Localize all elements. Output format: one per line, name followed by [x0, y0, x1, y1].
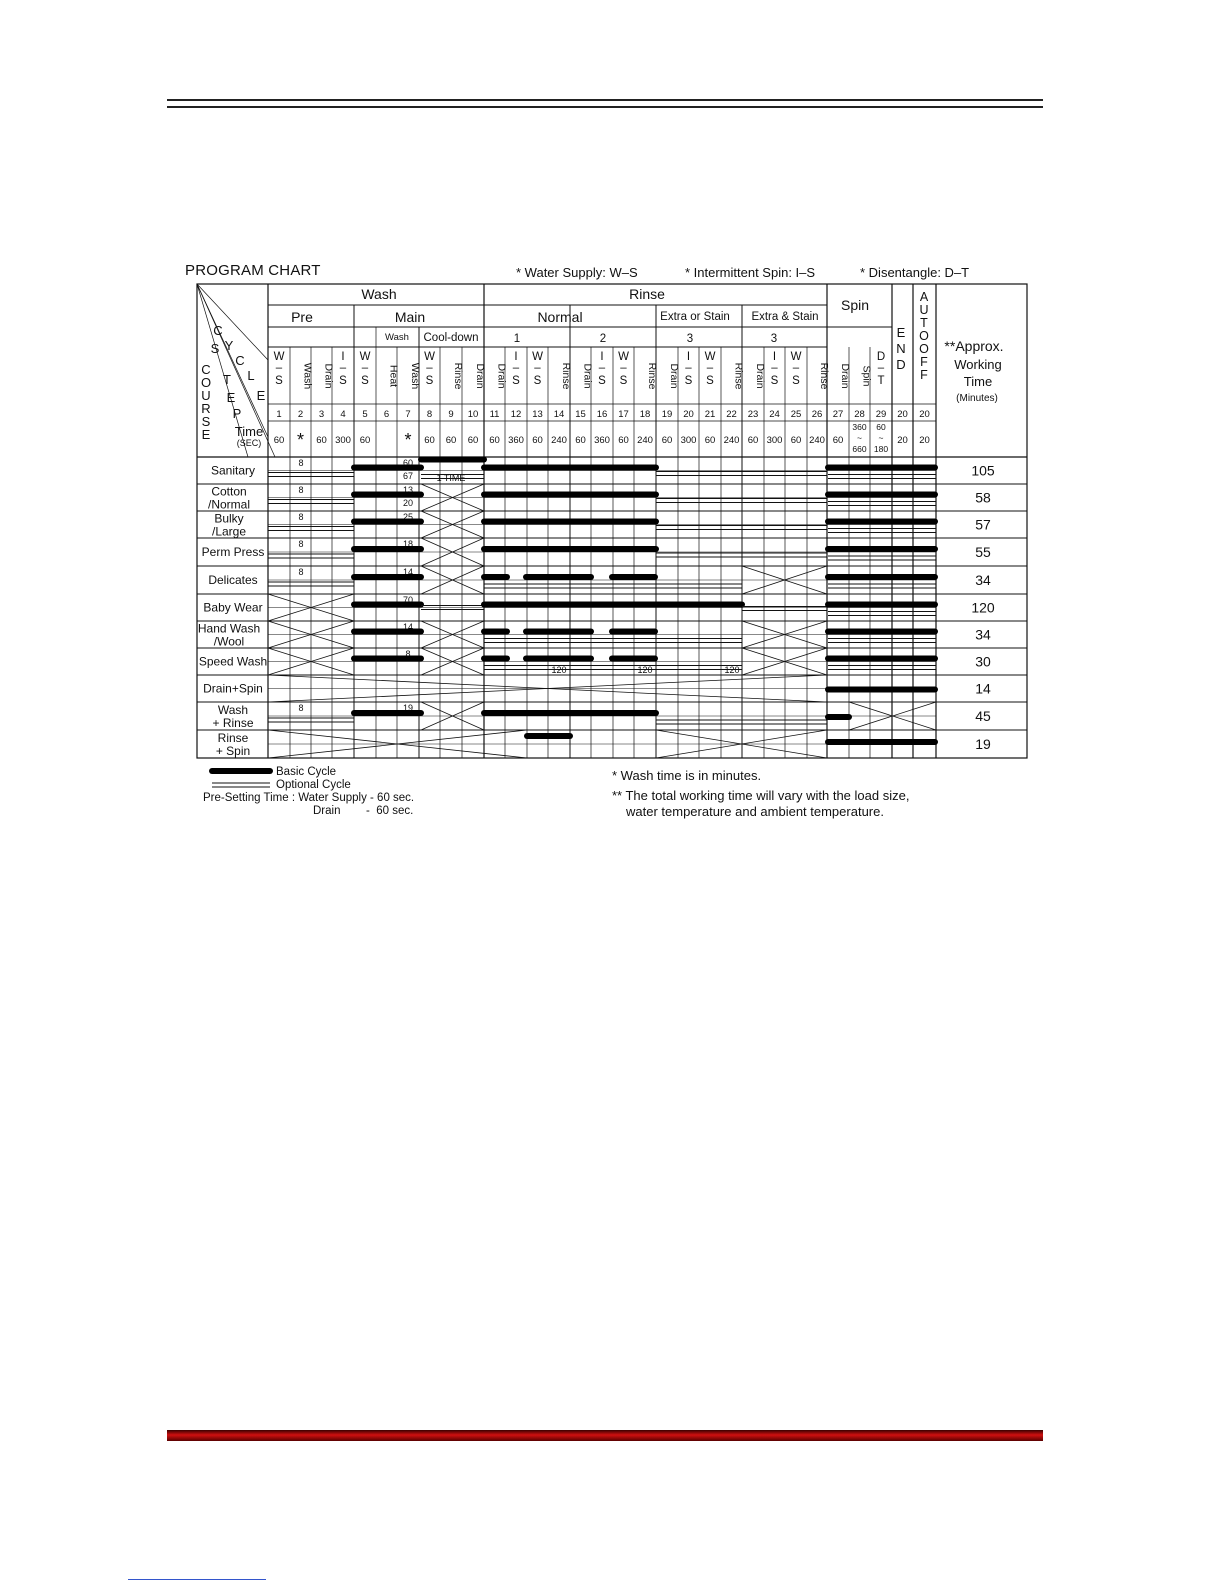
- step-time: 240: [637, 435, 653, 446]
- step-label: I: [686, 351, 691, 363]
- step-time: 60: [273, 435, 285, 446]
- step-number: 12: [510, 409, 522, 420]
- step-time: 60: [489, 435, 500, 446]
- step-time: 60: [575, 435, 586, 446]
- step-label: W: [424, 351, 435, 363]
- step-number: 19: [661, 409, 673, 420]
- disentangle-note: * Disentangle: D–T: [860, 265, 970, 280]
- end-letter: D: [896, 357, 906, 372]
- total-time-footnote-1: ** The total working time will vary with the load size,: [612, 788, 910, 803]
- course-working-time: 120: [971, 599, 995, 616]
- step-label: –: [620, 362, 627, 374]
- step-label: Drain: [668, 363, 680, 389]
- step-time: 240: [723, 435, 740, 446]
- step-number: 7: [405, 409, 411, 420]
- step-time: 60: [445, 435, 457, 446]
- course-name: Perm Press: [201, 545, 265, 559]
- step-label: Drain: [474, 363, 486, 389]
- step-number: 22: [726, 409, 737, 420]
- step-time: 60: [661, 435, 673, 446]
- rinse-3a-label: 3: [686, 333, 694, 345]
- step-time: 660: [852, 444, 867, 454]
- course-working-time: 105: [971, 462, 995, 479]
- step-label: Rinse: [452, 362, 464, 390]
- step-time: 60: [747, 435, 759, 446]
- step-label: Drain: [495, 363, 508, 389]
- group-rinse: Rinse: [629, 286, 665, 302]
- rinse-seconds: 120: [551, 665, 567, 675]
- step-label: I: [341, 351, 345, 363]
- group-cool-down: Cool-down: [423, 332, 479, 344]
- step-time: 360: [852, 422, 867, 432]
- main-wash-minutes: 13: [402, 485, 414, 495]
- step-label: I: [514, 351, 518, 363]
- course-name: Wash: [217, 703, 249, 717]
- pre-wash-minutes: 8: [298, 567, 304, 577]
- course-working-time: 14: [975, 680, 991, 697]
- course-name: Hand Wash: [197, 621, 261, 636]
- auto-off-letter: F: [920, 355, 928, 369]
- step-label: S: [275, 375, 283, 387]
- course-name: Sanitary: [210, 463, 256, 478]
- chart-title: PROGRAM CHART: [185, 262, 321, 279]
- step-label: Drain: [754, 363, 766, 389]
- course-working-time: 34: [975, 572, 991, 588]
- step-label: T: [877, 375, 885, 387]
- pre-wash-minutes: 8: [298, 703, 304, 713]
- step-time: 60: [876, 422, 886, 432]
- step-label: S: [598, 375, 606, 387]
- auto-off-letter: T: [920, 316, 928, 330]
- step-time: ~: [878, 433, 884, 443]
- group-extra-or-stain: Extra or Stain: [660, 311, 730, 323]
- main-wash-minutes: 8: [405, 649, 411, 659]
- step-label: D: [876, 351, 886, 363]
- course-working-time: 57: [975, 516, 991, 533]
- step-number: 8: [426, 409, 433, 420]
- wash-time-footnote: * Wash time is in minutes.: [612, 768, 762, 783]
- rinse-seconds: 120: [724, 665, 740, 675]
- group-pre: Pre: [291, 309, 313, 325]
- step-time: 20: [897, 435, 908, 446]
- step-label: S: [533, 375, 542, 387]
- step-label: –: [792, 362, 800, 374]
- step-label: S: [792, 375, 800, 387]
- main-wash-minutes: 19: [402, 703, 414, 713]
- approx-time-label: (Minutes): [956, 393, 998, 404]
- step-label: Heat: [387, 364, 400, 388]
- end-letter: N: [896, 341, 906, 356]
- step-time-asterisk: *: [404, 430, 412, 450]
- auto-off-letter: O: [919, 342, 929, 356]
- step-label: I: [600, 351, 604, 363]
- course-working-time: 55: [975, 544, 991, 560]
- step-number: 28: [854, 409, 865, 420]
- step-label: Drain: [839, 363, 851, 389]
- step-number: 26: [811, 409, 823, 420]
- corner-step-letter: T: [223, 372, 231, 387]
- step-number: 25: [790, 409, 802, 420]
- main-wash-minutes: 14: [402, 567, 414, 577]
- step-label: –: [771, 362, 778, 374]
- step-time: 240: [809, 435, 825, 446]
- step-label: –: [275, 362, 283, 374]
- step-number: 3: [318, 409, 325, 420]
- step-time: 300: [766, 435, 783, 446]
- corner-course-letter: E: [201, 427, 211, 442]
- auto-off-letter: F: [920, 368, 928, 382]
- step-time: 360: [508, 435, 524, 446]
- footer-bar: [167, 1430, 1043, 1441]
- step-number: 5: [362, 409, 368, 420]
- course-working-time: 30: [975, 653, 991, 670]
- step-number: 18: [639, 409, 651, 420]
- step-time: 60: [316, 435, 327, 446]
- course-name: + Spin: [215, 744, 251, 758]
- main-wash-minutes: 18: [402, 539, 414, 549]
- step-label: –: [512, 362, 520, 374]
- corner-course-letter: R: [201, 401, 211, 416]
- approx-time-label: **Approx.: [944, 338, 1004, 354]
- step-label: –: [598, 362, 606, 374]
- step-number: 20: [919, 409, 930, 420]
- step-label: –: [361, 362, 369, 374]
- step-number: 20: [897, 409, 908, 420]
- step-number: 21: [704, 409, 716, 420]
- corner-cycle-letter: C: [235, 353, 245, 368]
- step-number: 16: [596, 409, 608, 420]
- step-label: W: [273, 351, 285, 363]
- end-letter: E: [896, 325, 906, 340]
- corner-course-letter: S: [201, 414, 211, 429]
- step-label: –: [877, 362, 885, 374]
- pre-wash-minutes: 8: [298, 485, 304, 495]
- corner-course-letter: C: [201, 362, 211, 377]
- step-label: –: [339, 362, 347, 374]
- pre-wash-minutes: 8: [298, 458, 304, 468]
- intermittent-spin-note: * Intermittent Spin: I–S: [685, 265, 816, 280]
- step-time: 60: [467, 435, 479, 446]
- footer-link-rule: [128, 1579, 266, 1580]
- pre-wash-minutes: 8: [298, 512, 304, 522]
- course-name: Speed Wash: [198, 654, 268, 669]
- course-name: Cotton: [211, 484, 247, 499]
- pre-wash-minutes: 8: [298, 539, 304, 549]
- group-normal: Normal: [537, 309, 583, 325]
- corner-cycle-letter: E: [256, 388, 266, 403]
- step-label: Drain: [581, 363, 594, 389]
- main-wash-minutes: 70: [402, 595, 414, 605]
- step-number: 20: [683, 409, 694, 420]
- step-time: 300: [680, 435, 697, 446]
- group-extra-and-stain: Extra & Stain: [751, 311, 819, 323]
- step-time: 300: [335, 435, 351, 446]
- corner-cycle-letter: Y: [224, 338, 234, 353]
- step-label: –: [685, 362, 692, 374]
- step-label: Drain: [322, 363, 335, 389]
- group-main-wash: Wash: [385, 332, 409, 343]
- main-wash-minutes: 67: [402, 471, 414, 481]
- step-number: 13: [532, 409, 543, 420]
- step-number: 17: [618, 409, 629, 420]
- step-time: ~: [857, 433, 862, 443]
- presetting-time-note: Pre-Setting Time : Water Supply - 60 sec.: [203, 792, 415, 804]
- rinse-2-label: 2: [599, 333, 607, 345]
- step-label: I: [772, 351, 777, 363]
- step-label: S: [684, 375, 693, 387]
- step-label: S: [770, 375, 779, 387]
- step-label: –: [534, 362, 541, 374]
- corner-cycle-letter: C: [213, 323, 223, 338]
- step-number: 15: [575, 409, 586, 420]
- auto-off-letter: A: [919, 290, 929, 304]
- step-time-asterisk: *: [296, 430, 305, 450]
- step-time: 60: [790, 435, 802, 446]
- course-name: /Normal: [207, 497, 251, 512]
- step-number: 9: [448, 409, 454, 420]
- group-spin: Spin: [840, 297, 870, 313]
- step-number: 27: [832, 409, 844, 420]
- course-name: /Wool: [213, 634, 245, 649]
- step-time: 60: [424, 435, 435, 446]
- step-label: S: [706, 375, 714, 387]
- step-time: 60: [359, 435, 371, 446]
- corner-sec-label: (SEC): [236, 438, 262, 448]
- corner-time-label: Time: [234, 424, 264, 439]
- legend-basic-label: Basic Cycle: [276, 766, 337, 778]
- step-label: Wash: [409, 362, 421, 390]
- presetting-drain-note: Drain - 60 sec.: [313, 805, 414, 817]
- step-label: Spin: [860, 365, 873, 387]
- step-label: W: [790, 351, 802, 363]
- step-label: W: [532, 351, 543, 363]
- step-time: 180: [873, 444, 889, 454]
- step-label: S: [361, 375, 369, 387]
- step-number: 1: [276, 409, 282, 420]
- step-number: 4: [340, 409, 346, 420]
- step-label: Wash: [301, 362, 314, 390]
- step-label: Rinse: [732, 362, 745, 390]
- step-number: 10: [467, 409, 479, 420]
- step-label: –: [426, 362, 433, 374]
- step-label: W: [618, 351, 629, 363]
- approx-time-label: Working: [954, 357, 1002, 372]
- course-name: Bulky: [214, 511, 244, 526]
- course-name: Drain+Spin: [203, 681, 263, 696]
- step-label: Rinse: [646, 362, 658, 390]
- cool-down-note: 1 TIME: [436, 473, 466, 483]
- corner-cycle-letter: L: [247, 368, 255, 383]
- water-supply-note: * Water Supply: W–S: [516, 265, 638, 280]
- step-label: S: [619, 375, 628, 387]
- step-label: Rinse: [818, 362, 830, 390]
- corner-step-letter: S: [210, 341, 220, 356]
- step-label: W: [359, 351, 371, 363]
- step-label: –: [706, 362, 714, 374]
- step-time: 60: [618, 435, 629, 446]
- step-time: 20: [919, 435, 930, 446]
- course-name: /Large: [211, 524, 247, 539]
- step-number: 11: [489, 409, 500, 420]
- course-working-time: 19: [975, 736, 991, 752]
- group-wash: Wash: [361, 286, 397, 302]
- step-time: 240: [551, 435, 567, 446]
- step-time: 60: [532, 435, 543, 446]
- rinse-seconds: 120: [637, 665, 653, 675]
- corner-course-letter: O: [200, 375, 212, 390]
- step-number: 23: [747, 409, 759, 420]
- step-number: 2: [297, 409, 304, 420]
- course-working-time: 45: [975, 708, 991, 724]
- approx-time-label: Time: [963, 374, 993, 389]
- step-number: 14: [553, 409, 565, 420]
- rinse-3b-label: 3: [770, 333, 778, 345]
- step-label: S: [512, 375, 520, 387]
- legend-optional-label: Optional Cycle: [276, 779, 351, 791]
- auto-off-letter: O: [919, 329, 929, 343]
- course-name: Baby Wear: [203, 600, 263, 615]
- step-label: Rinse: [560, 362, 572, 390]
- step-time: 360: [594, 435, 610, 446]
- corner-step-letter: E: [226, 390, 236, 405]
- step-label: S: [339, 375, 347, 387]
- main-wash-minutes: 14: [402, 622, 414, 632]
- course-name: Delicates: [208, 573, 258, 587]
- course-name: + Rinse: [212, 716, 254, 730]
- step-label: W: [704, 351, 716, 363]
- auto-off-letter: U: [919, 303, 929, 317]
- main-wash-minutes: 20: [402, 498, 414, 508]
- course-working-time: 58: [975, 489, 991, 506]
- main-wash-minutes: 60: [402, 458, 414, 468]
- corner-step-letter: P: [232, 406, 242, 421]
- step-number: 6: [383, 409, 390, 420]
- step-number: 29: [875, 409, 887, 420]
- step-label: S: [425, 375, 434, 387]
- rinse-1-label: 1: [513, 333, 521, 345]
- total-time-footnote-2: water temperature and ambient temperature.: [626, 804, 884, 819]
- main-wash-minutes: 25: [402, 512, 414, 522]
- course-working-time: 34: [975, 626, 991, 643]
- corner-course-letter: U: [201, 388, 211, 403]
- step-time: 60: [704, 435, 716, 446]
- step-time: 60: [832, 435, 844, 446]
- course-name: Rinse: [217, 731, 249, 745]
- group-main: Main: [394, 309, 426, 325]
- step-number: 24: [769, 409, 780, 420]
